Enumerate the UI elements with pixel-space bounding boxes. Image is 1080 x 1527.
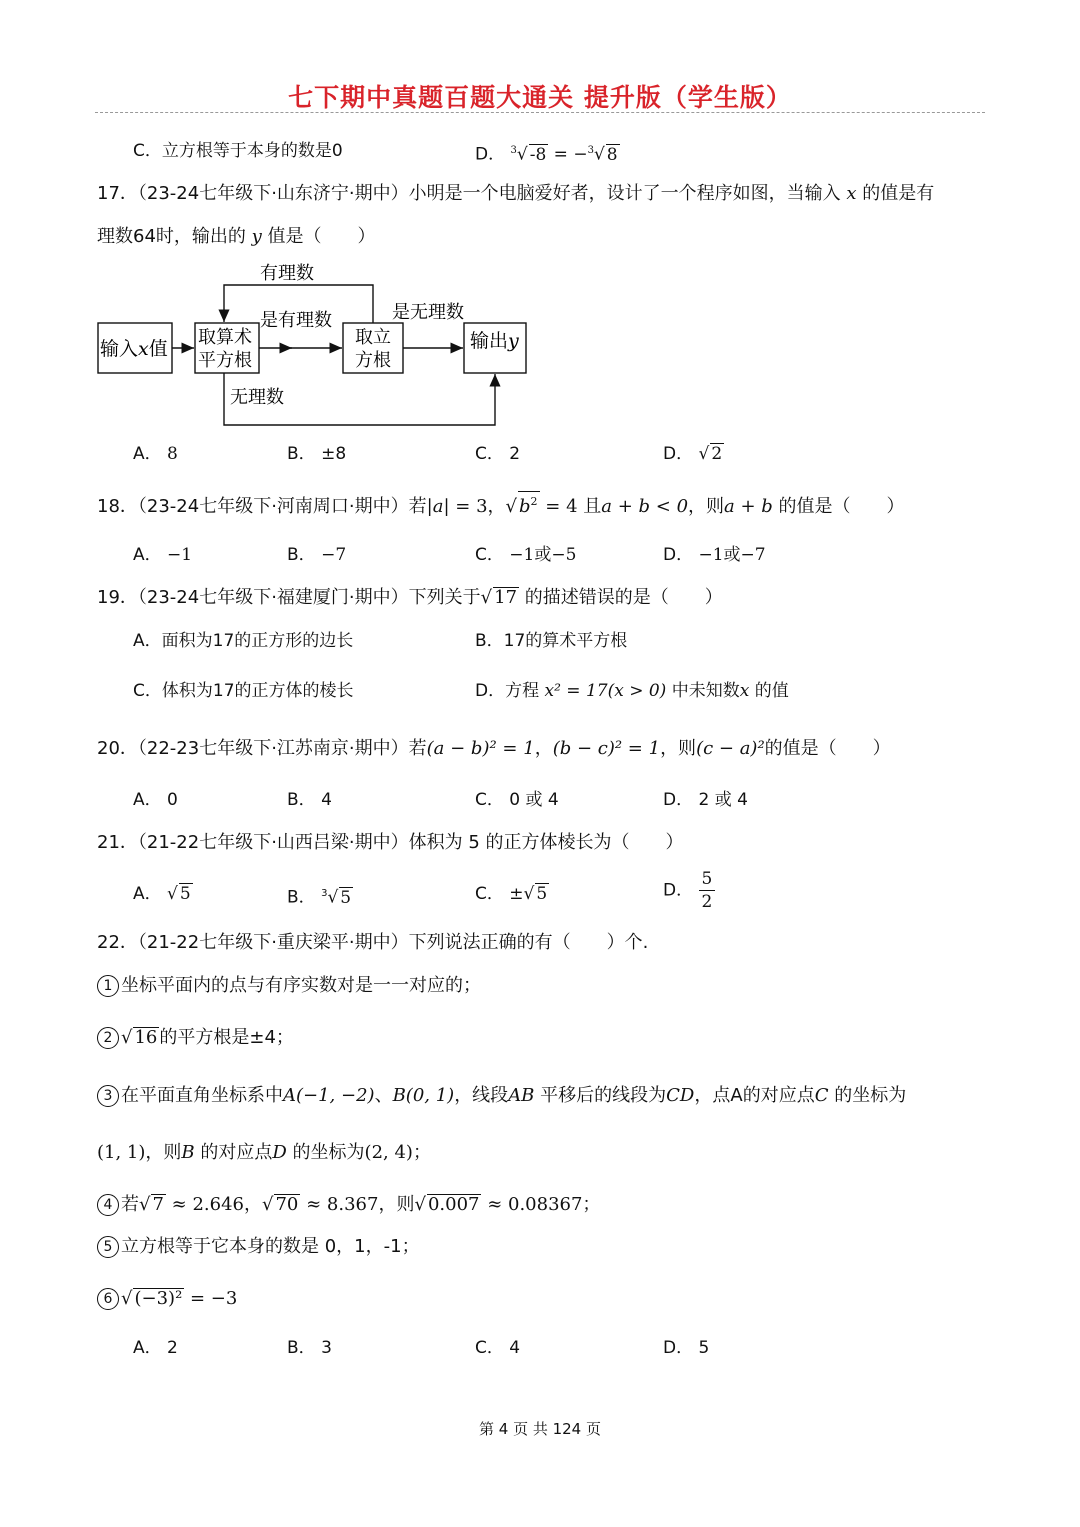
q22-statement-1: 1 坐标平面内的点与有序实数对是一一对应的； bbox=[97, 973, 481, 999]
q22-option-a: A． 2 bbox=[133, 1338, 178, 1358]
q21-option-b: B． $^3$√ 5 bbox=[287, 887, 352, 908]
q22-statement-6: 6 √ (−3)² = −3 bbox=[97, 1286, 237, 1312]
q17-stem-line2: 理数64时，输出的 y 值是（ ） bbox=[97, 226, 376, 247]
q18-stem: 18．（23-24七年级下·河南周口·期中）若|a| = 3，√ $b^2 = 4$ 且a + b < 0，则a + b 的值是（ ） bbox=[97, 491, 905, 520]
q19-option-b: B．17的算术平方根 bbox=[475, 631, 628, 651]
flow-label-loop: 有理数 bbox=[260, 263, 314, 284]
header-divider bbox=[95, 112, 985, 113]
q20-option-a: A． 0 bbox=[133, 790, 178, 810]
q22-statement-4: 4 若√ 7 ≈ 2.646，√ 70 ≈ 8.367，则√ 0.007 ≈ 0.08367； bbox=[97, 1192, 600, 1218]
q21-option-a: A． √ 5 bbox=[133, 884, 191, 904]
flow-sqrt-text-2: 平方根 bbox=[198, 350, 252, 371]
flow-label-rational: 是有理数 bbox=[260, 310, 332, 331]
flow-input-text: 输入x值 bbox=[100, 338, 168, 360]
q16-option-d: D． $^3$√ -8 = −$^3$√ 8 bbox=[475, 144, 618, 165]
q18-option-a: A． −1 bbox=[133, 545, 193, 565]
q22-statement-3: 3 在平面直角坐标系中A(−1, −2)、B(0, 1)，线段AB 平移后的线段为CD，点A的对应点C 的坐标为 bbox=[97, 1083, 906, 1109]
q18-option-c: C． −1或−5 bbox=[475, 545, 577, 565]
q16-option-c: C．立方根等于本身的数是0 bbox=[133, 141, 343, 161]
q21-option-c: C． ±√ 5 bbox=[475, 884, 548, 904]
page-number: 第 4 页 共 124 页 bbox=[478, 1420, 601, 1438]
flow-output-text: 输出y bbox=[470, 330, 519, 352]
q22-statement-3-cont: (1, 1)，则B 的对应点D 的坐标为(2, 4)； bbox=[97, 1142, 431, 1163]
q19-stem: 19．（23-24七年级下·福建厦门·期中）下列关于√ 17 的描述错误的是（ ） bbox=[97, 587, 723, 608]
flow-label-irrational: 是无理数 bbox=[392, 302, 464, 323]
q22-option-b: B． 3 bbox=[287, 1338, 332, 1358]
q20-option-b: B． 4 bbox=[287, 790, 332, 810]
flow-cube-text-2: 方根 bbox=[355, 350, 391, 371]
flow-cube-text-1: 取立 bbox=[355, 327, 391, 348]
q17-option-a: A． 8 bbox=[133, 444, 178, 464]
q20-option-c: C． 0 或 4 bbox=[475, 790, 559, 810]
flow-sqrt-text-1: 取算术 bbox=[198, 327, 252, 348]
q18-option-b: B． −7 bbox=[287, 545, 347, 565]
q19-option-c: C．体积为17的正方体的棱长 bbox=[133, 681, 354, 701]
q21-stem: 21．（21-22七年级下·山西吕梁·期中）体积为 5 的正方体棱长为（ ） bbox=[97, 832, 684, 853]
q22-option-c: C． 4 bbox=[475, 1338, 521, 1358]
q22-statement-2: 2 √ 16 的平方根是±4； bbox=[97, 1025, 294, 1051]
q20-option-d: D． 2 或 4 bbox=[663, 790, 748, 810]
page-title: 七下期中真题百题大通关 提升版（学生版） bbox=[288, 83, 792, 112]
q22-stem: 22．（21-22七年级下·重庆梁平·期中）下列说法正确的有（ ）个. bbox=[97, 932, 649, 953]
q17-stem-line1: 17．（23-24七年级下·山东济宁·期中）小明是一个电脑爱好者，设计了一个程序如图，当输入 x 的值是有 bbox=[97, 183, 935, 204]
q17-option-b: B． ±8 bbox=[287, 444, 347, 464]
q18-option-d: D． −1或−7 bbox=[663, 545, 766, 565]
q21-option-d: D． $\frac{5}{2}$ bbox=[663, 868, 715, 913]
q17-option-c: C． 2 bbox=[475, 444, 521, 464]
q22-option-d: D． 5 bbox=[663, 1338, 710, 1358]
q17-flowchart bbox=[90, 255, 550, 435]
q19-option-d: D．方程 x² = 17(x > 0) 中未知数x 的值 bbox=[475, 681, 789, 701]
q17-option-d: D． √ 2 bbox=[663, 444, 723, 464]
flow-label-bottom: 无理数 bbox=[230, 387, 284, 408]
q19-option-a: A．面积为17的正方形的边长 bbox=[133, 631, 354, 651]
q22-statement-5: 5 立方根等于它本身的数是 0，1，-1； bbox=[97, 1234, 420, 1260]
q20-stem: 20．（22-23七年级下·江苏南京·期中）若(a − b)² = 1，(b − c)² = 1，则(c − a)²的值是（ ） bbox=[97, 738, 891, 759]
